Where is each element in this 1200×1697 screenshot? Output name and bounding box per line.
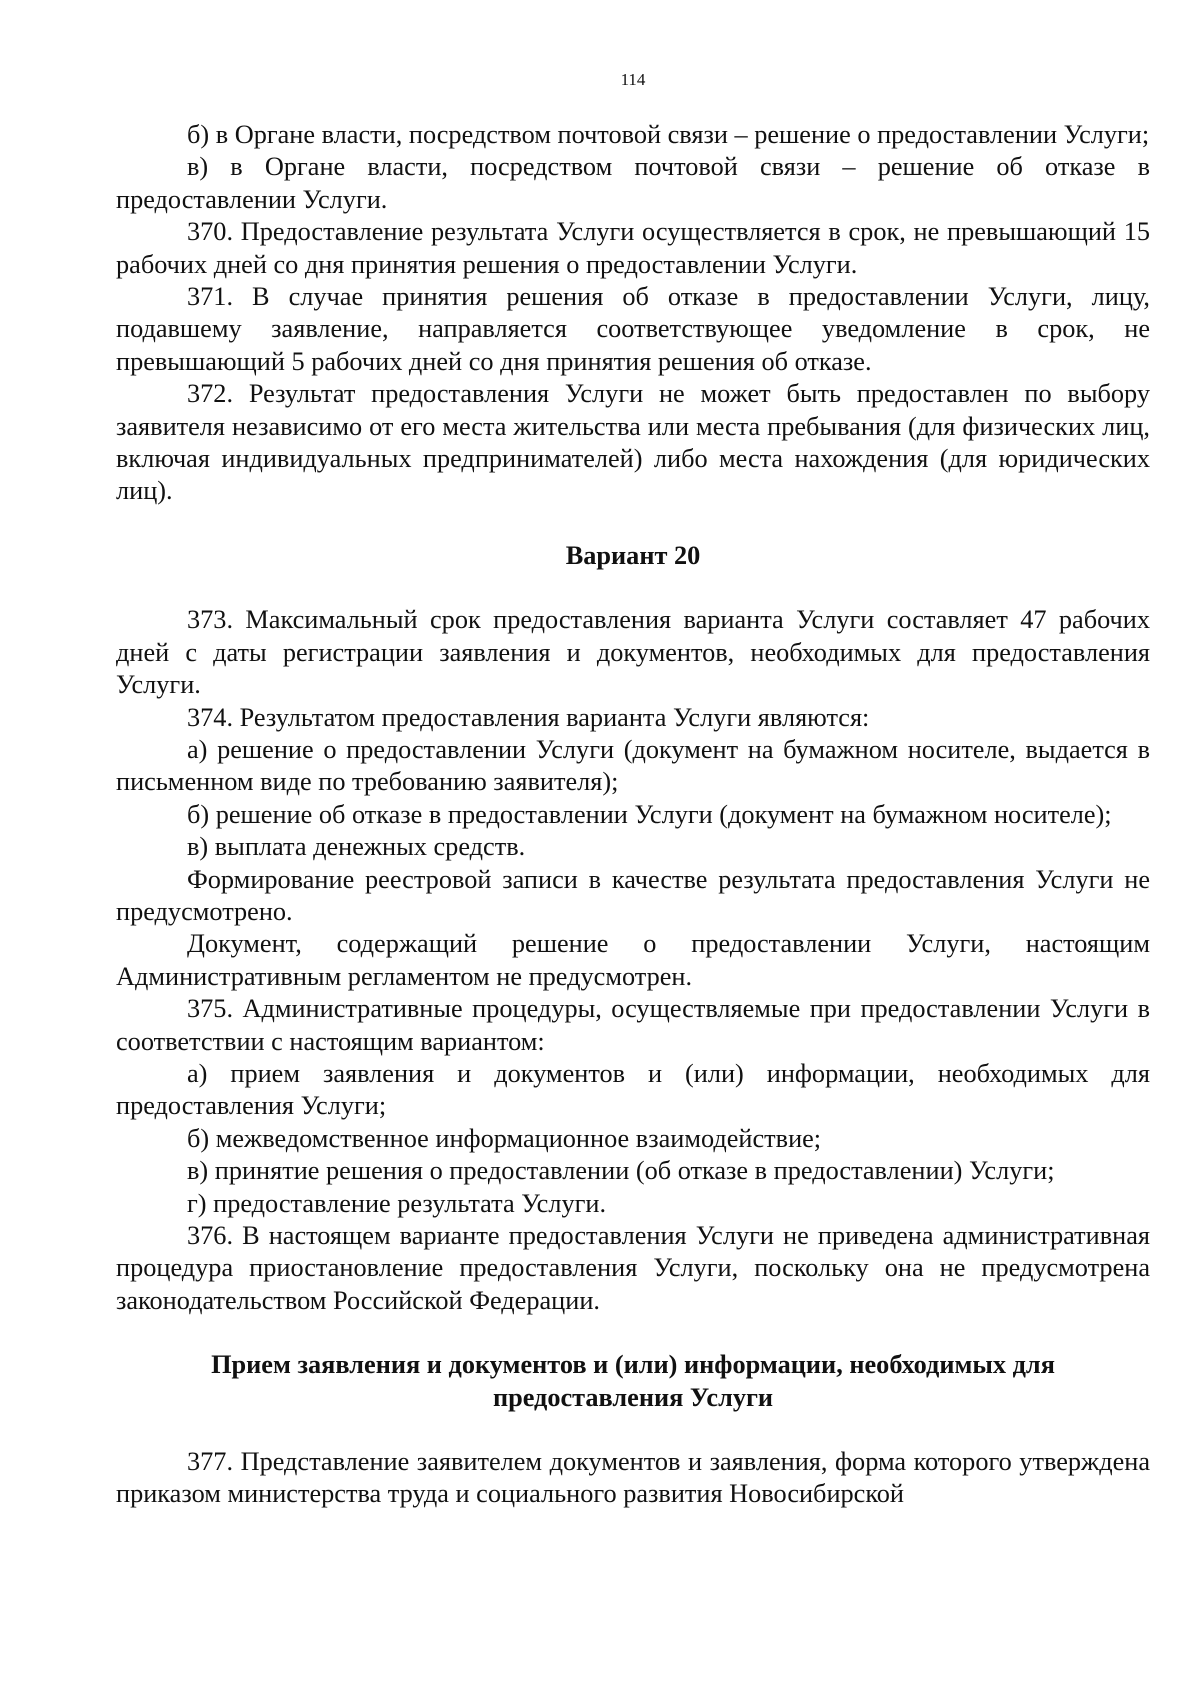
paragraph: 375. Административные процедуры, осуществляемые при предоставлении Услуги в соответствии с настоящим вариантом: [116,994,1150,1056]
spacer [116,1317,1150,1349]
spacer [116,508,1150,540]
document-body [116,119,1150,1511]
paragraph: в) выплата денежных средств. [187,832,526,862]
paragraph: а) решение о предоставлении Услуги (документ на бумажном носителе, выдается в письменном виде по требованию заявителя); [116,734,1150,797]
paragraph: в) принятие решения о предоставлении (об отказе в предоставлении) Услуги; [187,1156,1055,1186]
paragraph: 370. Предоставление результата Услуги осуществляется в срок, не превышающий 15 рабочих дней со дня принятия решения о предоставлении Услуги. [116,217,1150,279]
paragraph: а) прием заявления и документов и (или) информации, необходимых для предоставления Услуги; [116,1058,1150,1121]
paragraph: в) в Органе власти, посредством почтовой связи – решение об отказе в предоставлении Услуги. [116,152,1150,214]
paragraph: б) в Органе власти, посредством почтовой связи – решение о предоставлении Услуги; [187,120,1150,149]
paragraph: 374. Результатом предоставления варианта Услуги являются: [187,702,870,732]
paragraph: г) предоставление результата Услуги. [187,1188,607,1218]
section-heading-line: предоставления Услуги [492,1382,774,1412]
section-heading [116,540,1150,572]
spacer [116,572,1150,604]
paragraph: 377. Представление заявителем документов и заявления, форма которого утверждена приказом министерства труда и социального развития Новосибирской [116,1447,1150,1509]
paragraph: 372. Результат предоставления Услуги не может быть предоставлен по выбору заявителя независимо от его места жительства или места пребывания (для физических лиц, включая индивидуальных предпринимателей) либо места нахождения (для юридических лиц). [116,379,1150,506]
paragraph: б) решение об отказе в предоставлении Услуги (документ на бумажном носителе); [187,799,1112,829]
paragraph: 373. Максимальный срок предоставления варианта Услуги составляет 47 рабочих дней с даты регистрации заявления и документов, необходимых для предоставления Услуги. [116,605,1150,700]
paragraph: 376. В настоящем варианте предоставления Услуги не приведена административная процедура приостановление предоставления Услуги, поскольку она не предусмотрена законодательством Российской Федерации. [116,1221,1150,1315]
section-heading-line: Прием заявления и документов и (или) информации, необходимых для [211,1350,1055,1380]
paragraph: б) межведомственное информационное взаимодействие; [187,1123,822,1153]
paragraph: Документ, содержащий решение о предоставлении Услуги, настоящим Административным регламентом не предусмотрен. [116,929,1150,991]
section-heading-line: Вариант 20 [565,540,701,570]
paragraph: Формирование реестровой записи в качестве результата предоставления Услуги не предусмотрено. [116,864,1150,926]
page-number: 114 [620,70,646,89]
spacer [116,1414,1150,1446]
section-heading [116,1349,1150,1414]
paragraph: 371. В случае принятия решения об отказе в предоставлении Услуги, лицу, подавшему заявление, направляется соответствующее уведомление в срок, не превышающий 5 рабочих дней со дня принятия решения об отказе. [116,282,1150,376]
